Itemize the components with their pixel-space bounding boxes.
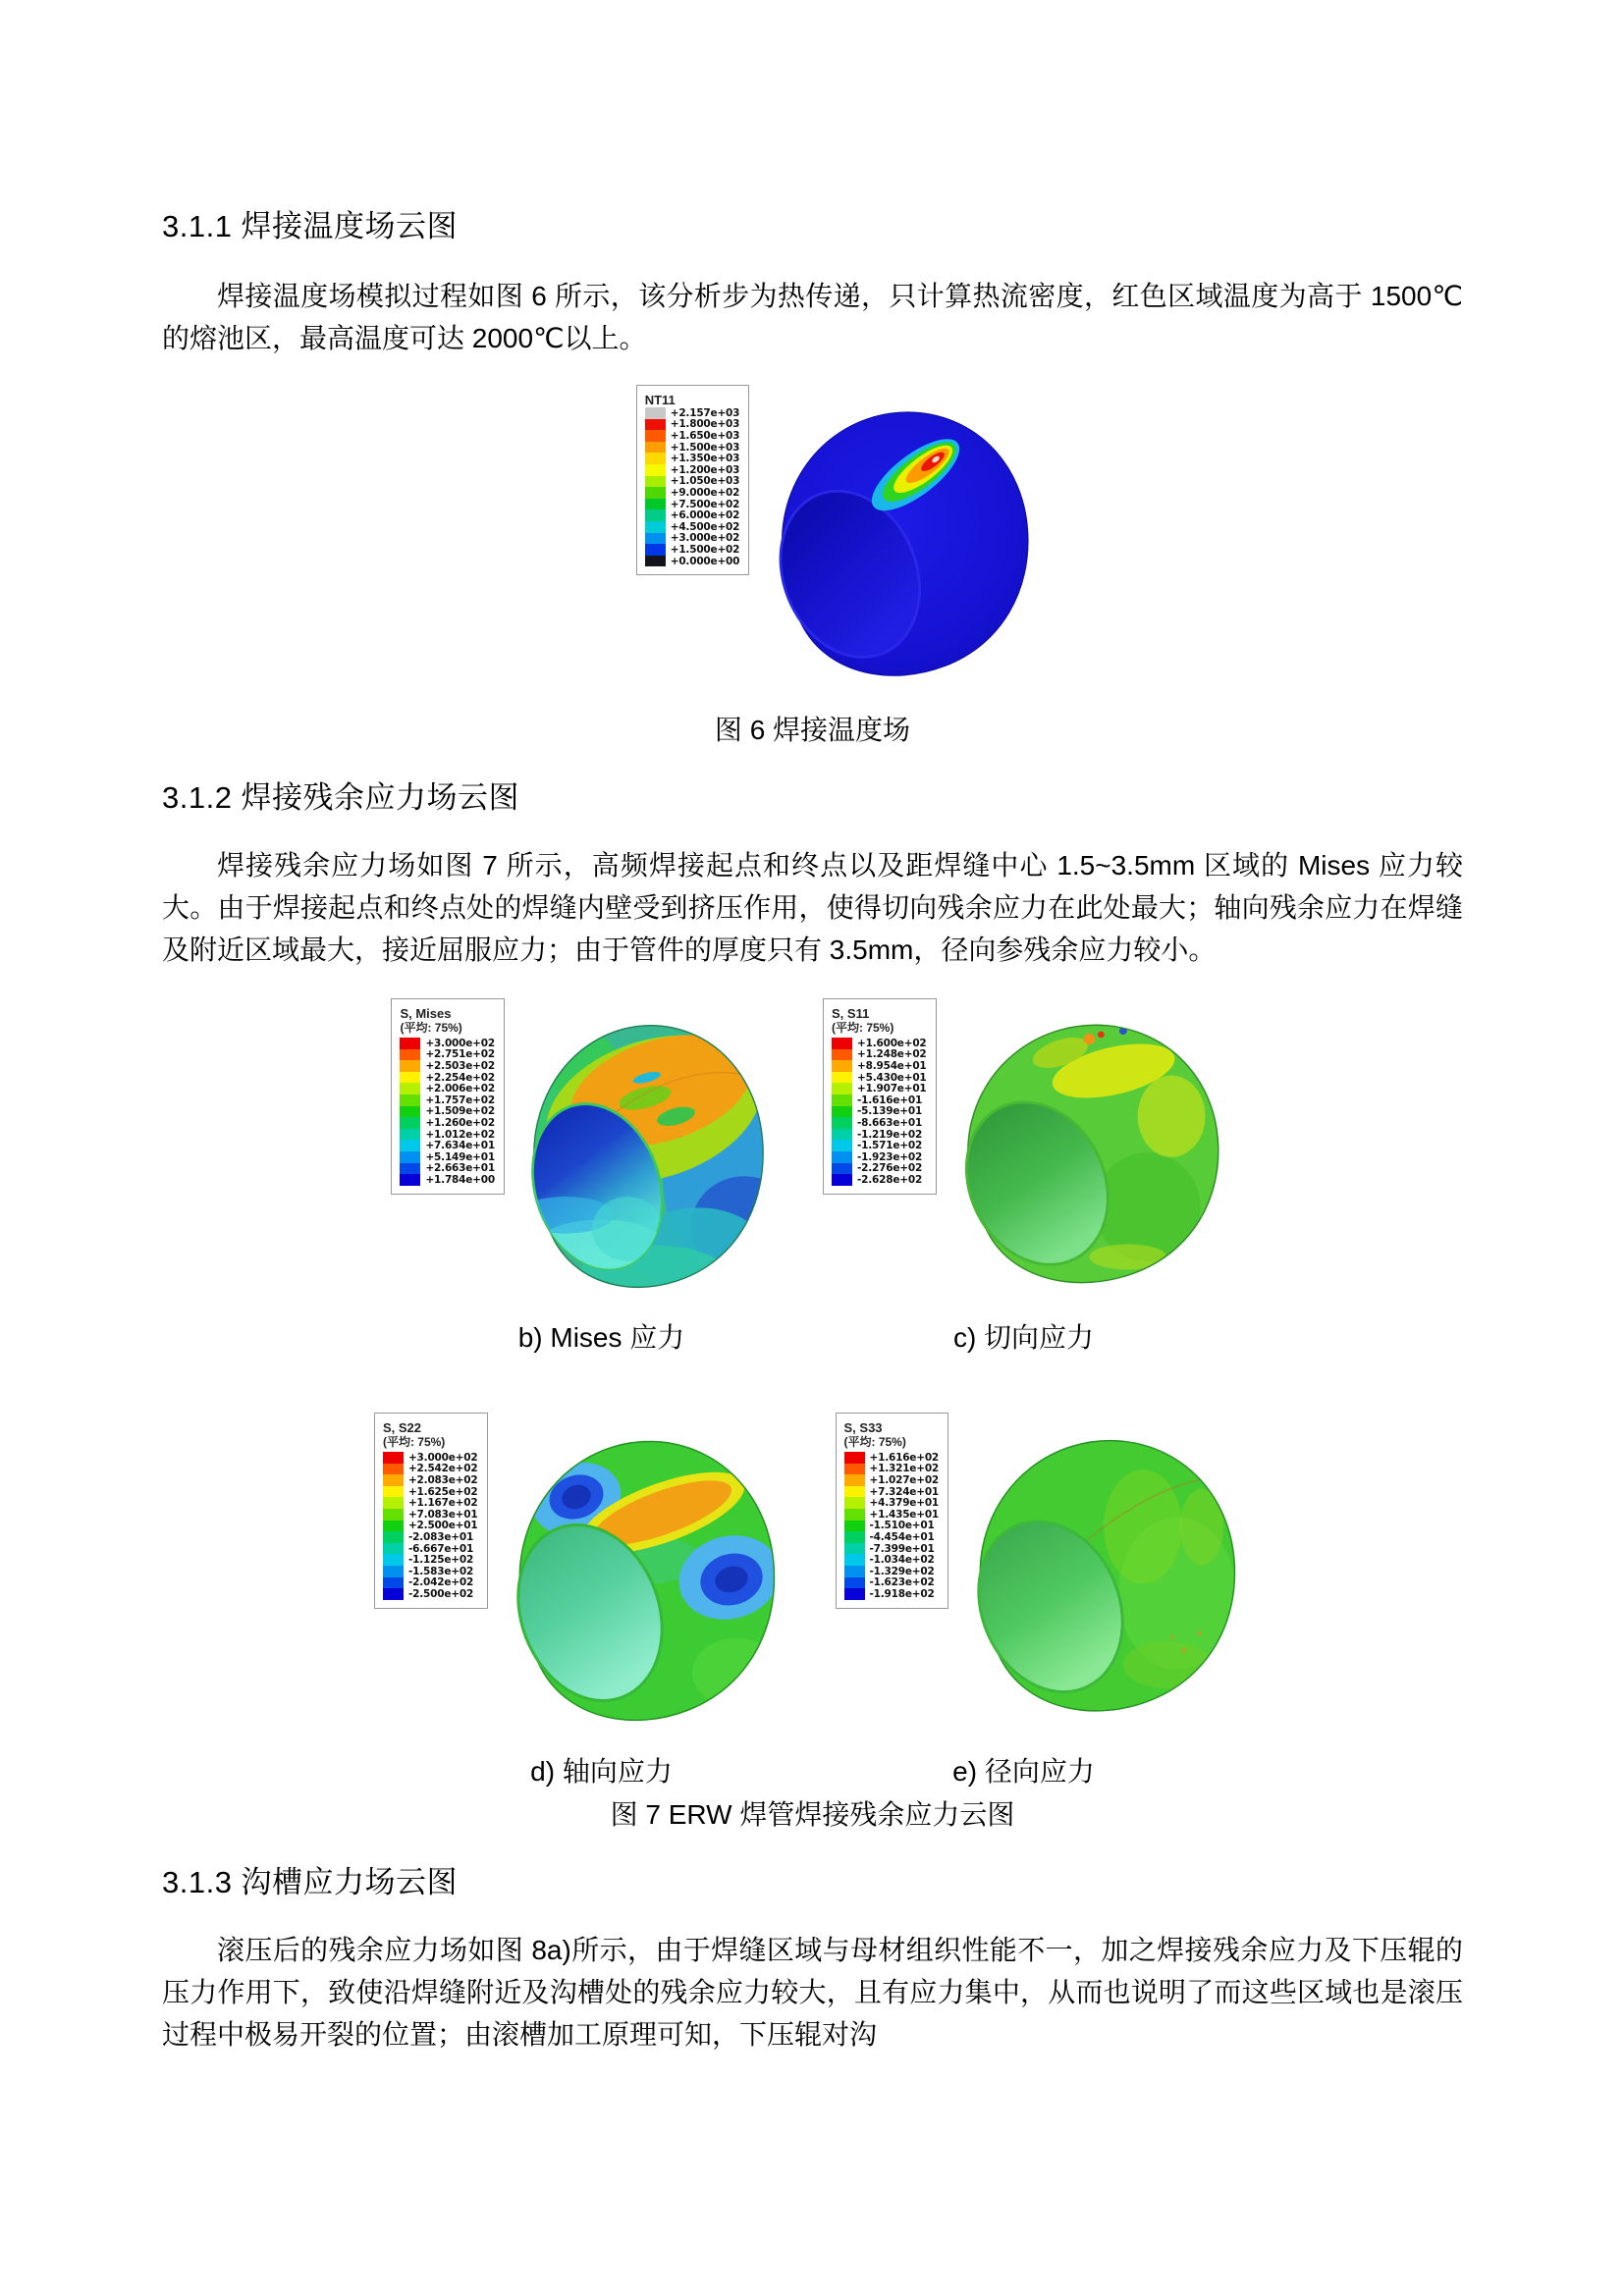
legend-row [844,1577,940,1589]
legend-color-swatch [645,544,666,556]
legend-color-swatch [400,1038,420,1049]
legend-value: -1.923e+02 [857,1150,923,1163]
legend-value: +5.149e+01 [425,1150,495,1163]
s11-contour-legend [823,998,937,1195]
legend-row [844,1543,940,1555]
subcaption-b: b) Mises 应力 [517,1322,685,1353]
legend-row [383,1577,478,1589]
legend-title: S, S33 [843,1420,883,1435]
legend-value: +2.503e+02 [425,1059,495,1072]
s33-contour-legend [836,1413,949,1609]
legend-row [832,1038,927,1049]
legend-row [832,1174,927,1186]
legend-value: -2.083e+01 [407,1530,474,1543]
figure-6 [189,385,1490,691]
legend-value: +1.321e+02 [869,1463,940,1475]
legend-value: +1.500e+02 [670,543,740,556]
legend-color-swatch [400,1163,420,1175]
legend-row [832,1106,927,1118]
legend-value: -2.628e+02 [857,1173,923,1186]
nt11-contour-legend [636,385,750,575]
legend-color-swatch [645,407,666,419]
legend-row [844,1521,940,1532]
legend-value: +1.625e+02 [407,1485,478,1498]
legend-row [844,1474,940,1486]
legend-color-swatch [832,1129,852,1141]
legend-value: +1.260e+02 [425,1116,495,1129]
legend-color-swatch [832,1174,852,1186]
legend-row [844,1464,940,1475]
legend-color-swatch [844,1474,865,1486]
legend-row [832,1117,927,1129]
legend-color-swatch [645,533,666,545]
legend-value: +0.000e+00 [670,555,740,567]
section-heading-3-1-1: 3.1.1 焊接温度场云图 [162,209,459,243]
legend-row [400,1060,495,1072]
legend-row [383,1464,478,1475]
legend-value: -1.125e+02 [407,1554,474,1567]
legend-row [645,407,740,419]
legend-color-swatch [383,1543,404,1555]
legend-value: +2.083e+02 [407,1473,478,1486]
legend-row [400,1140,495,1151]
legend-value: +2.006e+02 [425,1083,495,1095]
legend-color-swatch [832,1140,852,1151]
legend-color-swatch [645,476,666,488]
legend-value: -4.454e+01 [869,1530,935,1543]
legend-value: -1.616e+01 [857,1094,923,1106]
legend-value: -6.667e+01 [407,1542,474,1555]
legend-color-swatch [383,1509,404,1521]
legend-color-swatch [844,1588,865,1600]
legend-value: -1.583e+02 [407,1565,474,1577]
axial-stress-contour-image [496,1413,790,1736]
legend-color-swatch [400,1072,420,1084]
legend-value: +7.324e+01 [869,1485,940,1498]
legend-row [844,1566,940,1577]
legend-subtitle: (平均: 75%) [382,1435,446,1449]
legend-value: +1.907e+01 [857,1083,927,1095]
legend-value: -1.034e+02 [869,1554,935,1567]
legend-row [400,1049,495,1061]
subcaption-d: d) 轴向应力 [530,1756,673,1787]
legend-color-swatch [383,1554,404,1566]
paragraph-weld-temperature: 焊接温度场模拟过程如图 6 所示，该分析步为热传递，只计算热流密度，红色区域温度为高于 1500℃的熔池区，最高温度可达 2000℃以上。 [162,281,1463,353]
legend-row [645,476,740,488]
legend-row [844,1554,940,1566]
legend-row [400,1117,495,1129]
legend-row [832,1072,927,1084]
legend-value: +4.379e+01 [869,1497,940,1510]
legend-row [645,556,740,567]
legend-value: +7.500e+02 [670,498,740,510]
legend-color-swatch [645,430,666,442]
legend-color-swatch [400,1083,420,1095]
legend-row [844,1531,940,1543]
figure-7-row-2 [162,1413,1463,1736]
legend-value: +1.012e+02 [425,1128,495,1141]
legend-color-swatch [645,442,666,454]
legend-value: -1.510e+01 [869,1520,935,1532]
legend-color-swatch [645,464,666,476]
legend-color-swatch [844,1531,865,1543]
legend-row [645,487,740,499]
legend-color-swatch [383,1588,404,1600]
legend-color-swatch [844,1566,865,1577]
legend-color-swatch [645,499,666,510]
legend-value: +1.757e+02 [425,1094,495,1106]
legend-color-swatch [832,1049,852,1061]
legend-color-swatch [383,1566,404,1577]
figure7-subcaptions-de [391,1750,1235,1789]
legend-color-swatch [844,1497,865,1509]
legend-value: +8.954e+01 [857,1059,927,1072]
legend-color-swatch [400,1060,420,1072]
legend-row [844,1509,940,1521]
legend-color-swatch [645,419,666,431]
legend-row [383,1521,478,1532]
legend-value: -1.219e+02 [857,1128,923,1141]
legend-color-swatch [400,1140,420,1151]
legend-row [645,419,740,431]
legend-row [645,464,740,476]
legend-row [844,1497,940,1509]
legend-row [645,499,740,510]
legend-value: -8.663e+01 [857,1116,923,1129]
legend-value: +1.027e+02 [869,1473,940,1486]
legend-value: -1.329e+02 [869,1565,935,1577]
legend-color-swatch [400,1117,420,1129]
legend-value: -7.399e+01 [869,1542,935,1555]
figure6-temperature-contour-image [759,385,1044,691]
legend-value: +4.500e+02 [670,520,740,533]
legend-row [832,1095,927,1106]
legend-row [645,544,740,556]
legend-color-swatch [383,1452,404,1464]
legend-value: +1.350e+03 [670,453,740,465]
mises-stress-contour-image [513,998,778,1303]
legend-value: +7.083e+01 [407,1508,478,1521]
legend-row [844,1588,940,1600]
legend-color-swatch [383,1531,404,1543]
legend-row [400,1095,495,1106]
legend-row [400,1174,495,1186]
legend-row [383,1497,478,1509]
legend-value: +7.634e+01 [425,1140,495,1152]
tangential-stress-contour-image [945,998,1234,1298]
legend-row [400,1106,495,1118]
legend-row [383,1486,478,1498]
paragraph-groove-stress: 滚压后的残余应力场如图 8a)所示，由于焊缝区域与母材组织性能不一，加之焊接残余应力及下压辊的压力作用下，致使沿焊缝附近及沟槽处的残余应力较大，且有应力集中，从而也说明了而这些区域也是滚压过程中极易开裂的位置；由滚槽加工原理可知，下压辊对沟 [162,1935,1463,2050]
legend-color-swatch [832,1151,852,1163]
legend-color-swatch [832,1060,852,1072]
legend-color-swatch [832,1083,852,1095]
s22-contour-legend [374,1413,488,1609]
legend-color-swatch [383,1464,404,1475]
legend-row [844,1452,940,1464]
legend-row [400,1129,495,1141]
subcaption-e: e) 径向应力 [952,1756,1095,1787]
legend-row [383,1566,478,1577]
legend-color-swatch [844,1577,865,1589]
legend-value: +3.000e+02 [670,532,740,545]
legend-title: NT11 [644,393,676,407]
legend-title: S, Mises [400,1006,452,1021]
legend-color-swatch [645,453,666,464]
section-heading-3-1-3: 3.1.3 沟槽应力场云图 [162,1865,459,1899]
legend-color-swatch [383,1474,404,1486]
legend-row [832,1049,927,1061]
legend-color-swatch [832,1106,852,1118]
legend-row [400,1072,495,1084]
legend-row [400,1083,495,1095]
legend-value: +2.500e+01 [407,1520,478,1532]
legend-value: +1.600e+02 [857,1037,927,1049]
legend-row [645,509,740,521]
legend-color-swatch [383,1486,404,1498]
legend-row [645,430,740,442]
legend-color-swatch [383,1521,404,1532]
figure-7-row-1 [162,998,1463,1303]
legend-value: +1.167e+02 [407,1497,478,1510]
legend-color-swatch [400,1151,420,1163]
legend-title: S, S22 [382,1420,421,1435]
legend-row [383,1531,478,1543]
legend-value: -5.139e+01 [857,1105,923,1118]
legend-row [400,1151,495,1163]
legend-value: +3.000e+02 [425,1037,495,1049]
legend-row [645,442,740,454]
legend-color-swatch [844,1543,865,1555]
legend-value: +1.435e+01 [869,1508,940,1521]
legend-row [400,1038,495,1049]
legend-value: -1.571e+02 [857,1140,923,1152]
legend-value: +2.254e+02 [425,1071,495,1084]
legend-color-swatch [400,1129,420,1141]
legend-row [383,1543,478,1555]
legend-value: -2.276e+02 [857,1162,923,1175]
legend-row [832,1129,927,1141]
legend-color-swatch [844,1554,865,1566]
legend-value: -1.918e+02 [869,1587,935,1600]
legend-row [383,1588,478,1600]
legend-color-swatch [844,1509,865,1521]
legend-color-swatch [844,1521,865,1532]
legend-value: +3.000e+02 [407,1451,478,1464]
legend-row [832,1083,927,1095]
legend-row [832,1151,927,1163]
legend-subtitle: (平均: 75%) [832,1021,894,1035]
legend-row [383,1554,478,1566]
figure7-subcaptions-bc [391,1316,1235,1356]
legend-value: +1.500e+03 [670,441,740,454]
legend-value: +1.200e+03 [670,463,740,476]
legend-value: +2.157e+03 [670,406,740,419]
legend-row [383,1509,478,1521]
legend-row [832,1140,927,1151]
legend-color-swatch [832,1072,852,1084]
legend-title: S, S11 [832,1006,870,1021]
subcaption-c: c) 切向应力 [952,1322,1095,1353]
legend-value: +2.542e+02 [407,1463,478,1475]
legend-color-swatch [400,1106,420,1118]
legend-row [383,1474,478,1486]
legend-color-swatch [844,1464,865,1475]
legend-color-swatch [400,1174,420,1186]
legend-row [645,453,740,464]
legend-value: +1.509e+02 [425,1105,495,1118]
legend-value: +6.000e+02 [670,509,740,522]
legend-value: +1.650e+03 [670,429,740,442]
legend-color-swatch [832,1038,852,1049]
legend-value: +1.784e+00 [425,1173,495,1186]
legend-row [645,521,740,533]
legend-value: +2.663e+01 [425,1162,495,1175]
paragraph-residual-stress: 焊接残余应力场如图 7 所示，高频焊接起点和终点以及距焊缝中心 1.5~3.5mm 区域的 Mises 应力较大。由于焊接起点和终点处的焊缝内壁受到挤压作用，使得切向残余应力在此处最大；轴向残余应力在焊缝及附近区域最大，接近屈服应力；由于管件的厚度只有 3.5mm，径向参残余应力较小。 [162,850,1463,965]
mises-contour-legend [391,998,505,1195]
legend-row [832,1060,927,1072]
subfigure-b-mises [391,998,778,1303]
radial-stress-contour-image [956,1413,1251,1727]
legend-value: -2.042e+02 [407,1576,474,1589]
legend-color-swatch [400,1095,420,1106]
legend-value: +9.000e+02 [670,486,740,499]
legend-subtitle: (平均: 75%) [400,1021,462,1035]
legend-value: +1.616e+02 [869,1451,940,1464]
legend-value: +5.430e+01 [857,1071,927,1084]
legend-value: -2.500e+02 [407,1587,474,1600]
legend-value: +1.050e+03 [670,475,740,488]
legend-color-swatch [645,521,666,533]
legend-row [383,1452,478,1464]
legend-color-swatch [832,1163,852,1175]
subfigure-d-axial [374,1413,790,1736]
legend-value: +1.248e+02 [857,1048,927,1061]
legend-color-swatch [645,556,666,567]
subfigure-e-radial [836,1413,1252,1727]
figure6-caption: 图 6 焊接温度场 [714,715,911,745]
subfigure-c-tangential [823,998,1234,1298]
legend-row [400,1163,495,1175]
legend-color-swatch [383,1497,404,1509]
legend-color-swatch [383,1577,404,1589]
legend-subtitle: (平均: 75%) [843,1435,906,1449]
legend-color-swatch [832,1095,852,1106]
section-heading-3-1-2: 3.1.2 焊接残余应力场云图 [162,780,520,815]
legend-color-swatch [832,1117,852,1129]
figure7-caption: 图 7 ERW 焊管焊接残余应力云图 [610,1799,1015,1830]
legend-value: +2.751e+02 [425,1048,495,1061]
legend-row [832,1163,927,1175]
legend-color-swatch [844,1486,865,1498]
legend-color-swatch [844,1452,865,1464]
legend-value: -1.623e+02 [869,1576,935,1589]
legend-row [645,533,740,545]
legend-color-swatch [400,1049,420,1061]
legend-color-swatch [645,509,666,521]
legend-color-swatch [645,487,666,499]
legend-value: +1.800e+03 [670,418,740,431]
legend-row [844,1486,940,1498]
